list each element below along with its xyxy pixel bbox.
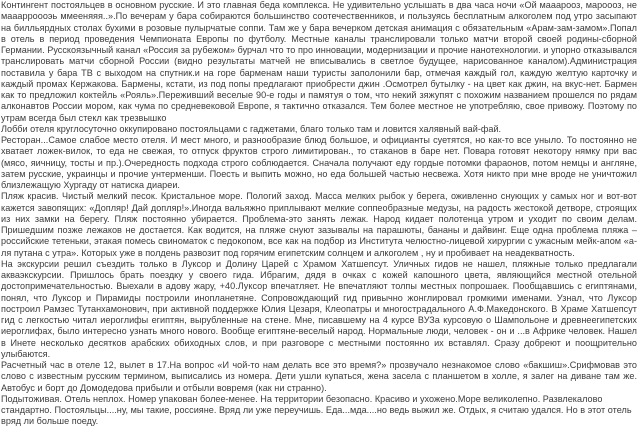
paragraph-checkout: Расчетный час в отеле 12, вылет в 17.На вопрос «И чой-то нам делать все это время?» прозвучало незнакомое слово «бакшиш».Срифмовав это слово с известным русским термином, выписались из номера. Дети ушли купаться, жена засела с планшетом в холле, я залег на диване там же. Автобус и борт до Домодедова прибыли и отбыли вовремя (как ни странно).	[1, 360, 637, 393]
paragraph-restaurant: Ресторан...Самое слабое место отеля. И мест много, и разнообразие блюд большое, и официанты суетятся, но как-то все уныло. То постоянно не хватает ложек-вилок, то еда не свежая, то отпуск фруктов строго лимитирован., то стаканов в баре нет. Повара готовят некотору нямку при вас (мясо, яичницу, тосты и пр.).Очередность подхода строго соблюдается. Сначала получают еду гордые потомки фараонов, потом немцы и англяне, затем русские, украинцы и прочие унтерменши. Поесть и выпить можно, но еда большей частью несвежа. Хотя никто при мне вроде не уничтожил близлежащую Хургаду от натиска диареи.	[1, 135, 637, 190]
paragraph-intro: Контингент постояльцев в основном русские. И это главная беда комплекса. Не удивительно услышать в два часа ночи «Ой мааарооз, мароооз, не мааарроооэь ммееняяя..».По вечерам у бара собираются большинство соотечественников, и пользуясь бесплатным алкоголем под утро засыпают на билльярдных столах бухими в розовые пулырчатые соппи. Там же у бара вечерком детская анимация с обязательным «Арам-зам-замом».Попал в отель в период проведения Чемпионата Европы по футболу. Местные каналы транслировали только матчи второй своей родины-сборной Германии. Русскоязычный канал «Россия за рубежом» бурчал что то про инновации, модернизации и прочие нанотехнологии. и упорно отказывался транслировать матчи сборной России (видно результаты матчей не вписывались в светлое будущее, нарисованное каналом).Администрация поставила у бара ТВ с выходом на спутник.и на горе барменам наши туристы заполонили бар, отмечая каждый гол, каждую желтую карточку и каждый промах Кержакова. Бармены, кстати, из под попы предлагают приобрести джин .Осмотрел бутылку - на цвет как джин, на вкус-нет. Бармен как то предложил коктейль «Рояль».Переживший веселые 90-е годы и памятуя о том, что некий зяжупят с похожим названием прошелся по рядам алконавтов России мором, как чума по средневековой Европе, я тактично отказался. Тем более местное не употребляю, свое привожу. Поэтому по утрам всегда был стекл как трезвышко	[1, 0, 637, 123]
paragraph-lobby: Лобби отеля круглосуточно оккупировано постояльцами с гаджетами, благо только там и ловится халявный вай-фай.	[1, 123, 502, 134]
paragraph-beach: Пляж красив. Чистый мелкий песок. Кристальное море. Пологий заход. Масса мелких рыбок у берега, оживленно снующих у самых ног и вот-вот кажется завопящих: «Допляр! Дай допляр!».Иногда вальяжно приплывают мелкие соппеобразные медузы, на радость жестокой детворе, строящих из них замки на берегу. Пляж постоянно убирается. Проблема-это занять лежак. Народ кидает полотенца утром и уходит по своим делам. Пришедшим позже лежаков не достается. Как водится, на пляже снуют зазывалы на парашюты, бананы и дайвинг. Еще одна проблема пляжа – российские тетеньки, этакая помесь свиноматок с педокопом, все как на подбор из Института челюстно-лицевой хирургии с ужасным мейк-апом «а-ля путана с утра». Которых уже в полдень развозит под горячим египетским солнцем и алкоголем , ну и пробивает на неадекватность.	[1, 191, 637, 258]
paragraph-excursions: На экскурсии решил съездить только в Луксор и Долину Царей с Храмом Хатшепсут. Уличных гидов не нашел, пляжные только предлагали акваэкскурсии. Пришлось брать поездку у своего гида. Ибрагим, дядя в очках с кожей капошного цвета, являющийся местной отельной достопримечательностью. Выехали в адову жару, +40.Луксор впечатляет. Не впечатляют толпы местных попрошаек. Пообщавшись с египтянами, понял, что Луксор и Пирамиды построили инопланетяне. Сопровождающий гид привычно жонглировал громкими именами. Узнал, что Луксор построил Рамзес Тутанхамонович, при активной поддержке Юлия Цезаря, Клеопатры и многострадального А.Ф.Македонского. В Храме Хатшепсут гид с легкостью читал иероглифы египтян, вырубленные на стене. Мне, писавшему на 4 курсе ВУЗа курсовую о Шампольоне и древнеегипетских иероглифах, было интересно узнать много нового. Вообще египтяне-веселый народ. Нормальные люди, человек - он и ...в Африке человек. Нашел в Инете несколько десятков арабских обиходных слов, и при разговоре с местными постоянно их вставлял. Сразу добреют и поощрительно улыбаются.	[1, 258, 637, 359]
paragraph-summary: Подытоживая. Отель неплох. Номер упакован более-менее. На территории безопасно. Красиво и ухожено.Море великолепно. Развлекалово стандартно. Постояльцы....ну, мы такие, россияне. Вряд ли уже переучишь. Еда...мда....но ведь выжил же. Отдых, я считаю удался. Но в этот отель вряд ли больше поеду.	[1, 393, 632, 427]
